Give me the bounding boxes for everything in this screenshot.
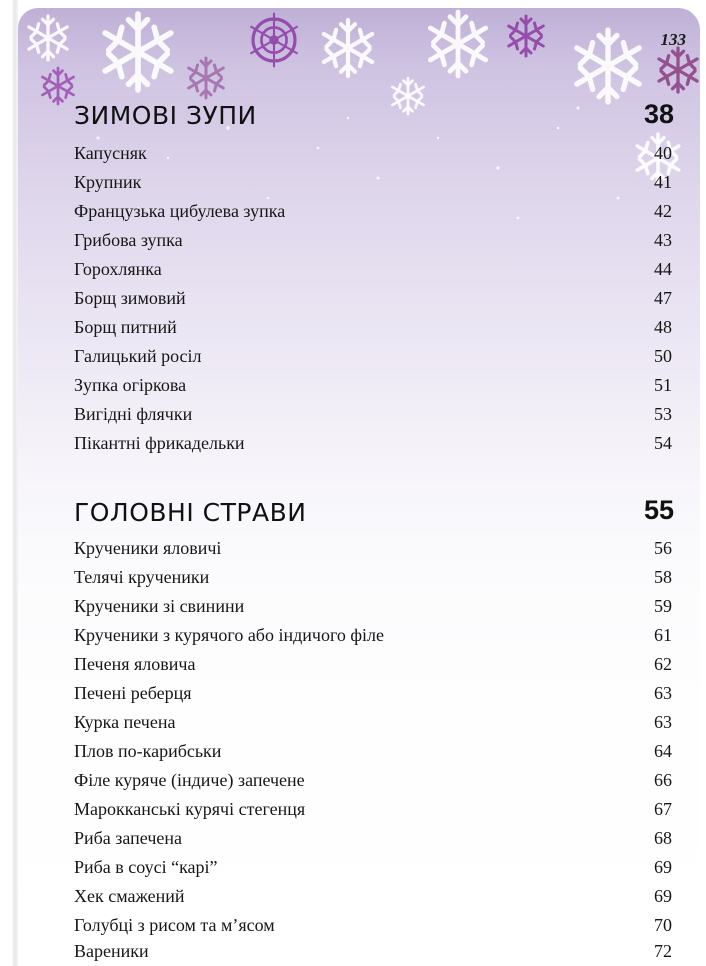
entry-page: 63 bbox=[654, 712, 672, 732]
toc-entry bbox=[74, 404, 672, 430]
entry-page: 67 bbox=[654, 799, 672, 819]
entry-label: Борщ питний bbox=[74, 317, 177, 337]
entry-label: Печені реберця bbox=[74, 683, 192, 703]
entry-label: Борщ зимовий bbox=[74, 288, 186, 308]
entry-page: 40 bbox=[654, 143, 672, 163]
section-title-winter-soups: ЗИМОВІ ЗУПИ bbox=[74, 101, 257, 130]
toc-entry bbox=[74, 770, 672, 796]
toc-entry bbox=[74, 741, 672, 767]
entry-label: Марокканські курячі стегенця bbox=[74, 799, 306, 819]
toc-entry bbox=[74, 654, 672, 680]
toc-entry bbox=[74, 288, 672, 314]
toc-entry bbox=[74, 567, 672, 593]
toc-entry bbox=[74, 625, 672, 651]
entry-label: Крупник bbox=[74, 172, 142, 192]
entry-page: 42 bbox=[654, 201, 672, 221]
entry-page: 56 bbox=[654, 538, 672, 558]
toc-entry bbox=[74, 538, 672, 564]
toc-entry bbox=[74, 799, 672, 825]
entry-label: Крученики яловичі bbox=[74, 538, 222, 558]
entry-page: 69 bbox=[654, 886, 672, 906]
toc-entry bbox=[74, 683, 672, 709]
toc-entry bbox=[74, 915, 672, 941]
section-title-main-dishes: ГОЛОВНІ СТРАВИ bbox=[74, 498, 307, 527]
entry-page: 61 bbox=[654, 625, 672, 645]
entry-label: Грибова зупка bbox=[74, 230, 183, 250]
entry-label: Плов по-карибськи bbox=[74, 741, 222, 761]
entry-page: 43 bbox=[654, 230, 672, 250]
entry-page: 48 bbox=[654, 317, 672, 337]
toc-entry bbox=[74, 941, 672, 962]
entry-label: Капусняк bbox=[74, 143, 147, 163]
entry-page: 54 bbox=[654, 433, 672, 453]
toc-entry bbox=[74, 375, 672, 401]
entry-page: 50 bbox=[654, 346, 672, 366]
entry-page: 53 bbox=[654, 404, 672, 424]
entry-page: 63 bbox=[654, 683, 672, 703]
book-page bbox=[18, 8, 700, 962]
entry-page: 41 bbox=[654, 172, 672, 192]
toc-entry bbox=[74, 172, 672, 198]
entry-page: 62 bbox=[654, 654, 672, 674]
section-page-main-dishes: 55 bbox=[643, 495, 674, 525]
entry-label: Курка печена bbox=[74, 712, 176, 732]
entry-page: 64 bbox=[654, 741, 672, 761]
entry-page: 51 bbox=[654, 375, 672, 395]
toc-entry bbox=[74, 596, 672, 622]
entry-page: 68 bbox=[654, 828, 672, 848]
toc-entry bbox=[74, 230, 672, 256]
entry-label: Вигідні флячки bbox=[74, 404, 193, 424]
entry-label: Печеня яловича bbox=[74, 654, 196, 674]
entry-label: Телячі крученики bbox=[74, 567, 210, 587]
entry-label: Горохлянка bbox=[74, 259, 162, 279]
entry-label: Крученики з курячого або індичого філе bbox=[74, 625, 385, 645]
entry-label: Риба в соусі “карі” bbox=[74, 857, 218, 877]
toc-entry bbox=[74, 828, 672, 854]
page-left-edge bbox=[0, 0, 18, 966]
entry-page: 70 bbox=[654, 915, 672, 935]
entry-page: 66 bbox=[654, 770, 672, 790]
entry-label: Філе куряче (індиче) запечене bbox=[74, 770, 305, 790]
entry-label: Риба запечена bbox=[74, 828, 182, 848]
toc-entry bbox=[74, 317, 672, 343]
entry-page: 44 bbox=[654, 259, 672, 279]
toc-entry bbox=[74, 712, 672, 738]
entry-label: Пікантні фрикадельки bbox=[74, 433, 245, 453]
toc-entry bbox=[74, 886, 672, 912]
page-number: 133 bbox=[660, 30, 686, 49]
entry-label: Галицький росіл bbox=[74, 346, 202, 366]
entry-label: Хек смажений bbox=[74, 886, 185, 906]
toc-entry bbox=[74, 346, 672, 372]
section-page-winter-soups: 38 bbox=[643, 99, 674, 129]
entry-page: 58 bbox=[654, 567, 672, 587]
entry-label: Зупка огіркова bbox=[74, 375, 187, 395]
entry-label: Крученики зі свинини bbox=[74, 596, 245, 616]
toc-entry bbox=[74, 143, 672, 169]
entry-page: 59 bbox=[654, 596, 672, 616]
toc-entry bbox=[74, 433, 672, 459]
entry-label: Голубці з рисом та м’ясом bbox=[74, 915, 275, 935]
entry-label: Французька цибулева зупка bbox=[74, 201, 286, 221]
toc-entry bbox=[74, 857, 672, 883]
entry-page: 72 bbox=[654, 941, 672, 961]
entry-page: 47 bbox=[654, 288, 672, 308]
toc-entry bbox=[74, 259, 672, 285]
toc-entry bbox=[74, 201, 672, 227]
entry-label: Вареники bbox=[74, 941, 149, 961]
entry-page: 69 bbox=[654, 857, 672, 877]
